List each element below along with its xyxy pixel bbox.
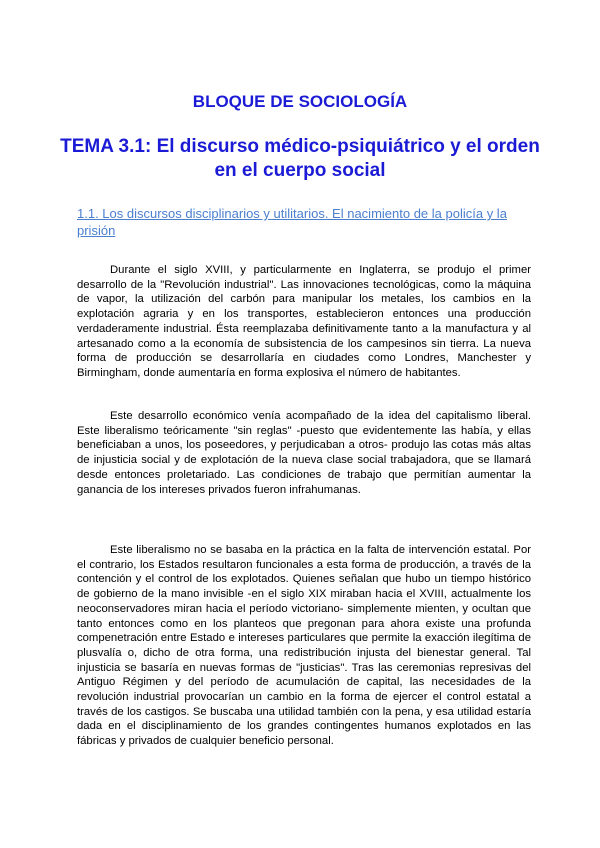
paragraph-3: Este liberalismo no se basaba en la práctica en la falta de intervención estatal. Por el contrario, los Estados resultaron funcionales a esta forma de producción, a través de la contención y el control de los explotados. Quienes señalan que hubo un tiempo histórico de gobierno de la mano invisible -en el siglo XIX miraban hacia el XVIII, actualmente los neoconservadores miran hacia el período victoriano- simplemente mienten, y ocultan que tanto entonces como en los planteos que pregonan para ahora existe una profunda compenetración entre Estado e intereses particulares que permite la exacción ilegítima de plusvalía o, dicho de otra forma, una redistribución injusta del bienestar general. Tal injusticia se basaría en nuevas formas de "justicias". Tras las ceremonias represivas del Antiguo Régimen y del período de acumulación de capital, las necesidades de la revolución industrial provocarían un cambio en la forma de ejercer el control estatal a través de los castigos. Se buscaba una utilidad también con la pena, y esa utilidad estaría dada en el disciplinamiento de los grandes contingentes humanos explotados en las fábricas y privados de cualquier beneficio personal. bbox=[77, 544, 531, 748]
paragraph-1: Durante el siglo XVIII, y particularmente en Inglaterra, se produjo el primer desarrollo de la "Revolución industrial". Las innovaciones tecnológicas, como la máquina de vapor, la utilización del carbón para manipular los metales, los cambios en la explotación agraria y en los transportes, establecieron entonces una producción verdaderamente industrial. Ésta reemplazaba definitivamente tanto a la manufactura y al artesanado como a la economía de subsistencia de los campesinos sin tierra. La nueva forma de producción se desarrollaría en ciudades como Londres, Manchester y Birmingham, donde aumentaría en forma explosiva el número de habitantes. bbox=[77, 264, 531, 379]
block-title: BLOQUE DE SOCIOLOGÍA bbox=[192, 92, 408, 111]
paragraph-2: Este desarrollo económico venía acompañado de la idea del capitalismo liberal. Este liberalismo teóricamente "sin reglas" -puesto que evidentemente las había, y ellas beneficiaban a unos, los poseedores, y perjudicaban a otros- produjo las cotas más altas de injusticia social y de explotación de la nueva clase social trabajadora, que se llamará desde entonces proletariado. Las condiciones de trabajo que permitían aumentar la ganancia de los intereses privados fueron infrahumanas. bbox=[77, 410, 531, 496]
topic-title: TEMA 3.1: El discurso médico-psiquiátrico y el orden en el cuerpo social bbox=[60, 136, 540, 181]
section-heading-link[interactable]: 1.1. Los discursos disciplinarios y utilitarios. El nacimiento de la policía y la prisión bbox=[77, 206, 507, 238]
